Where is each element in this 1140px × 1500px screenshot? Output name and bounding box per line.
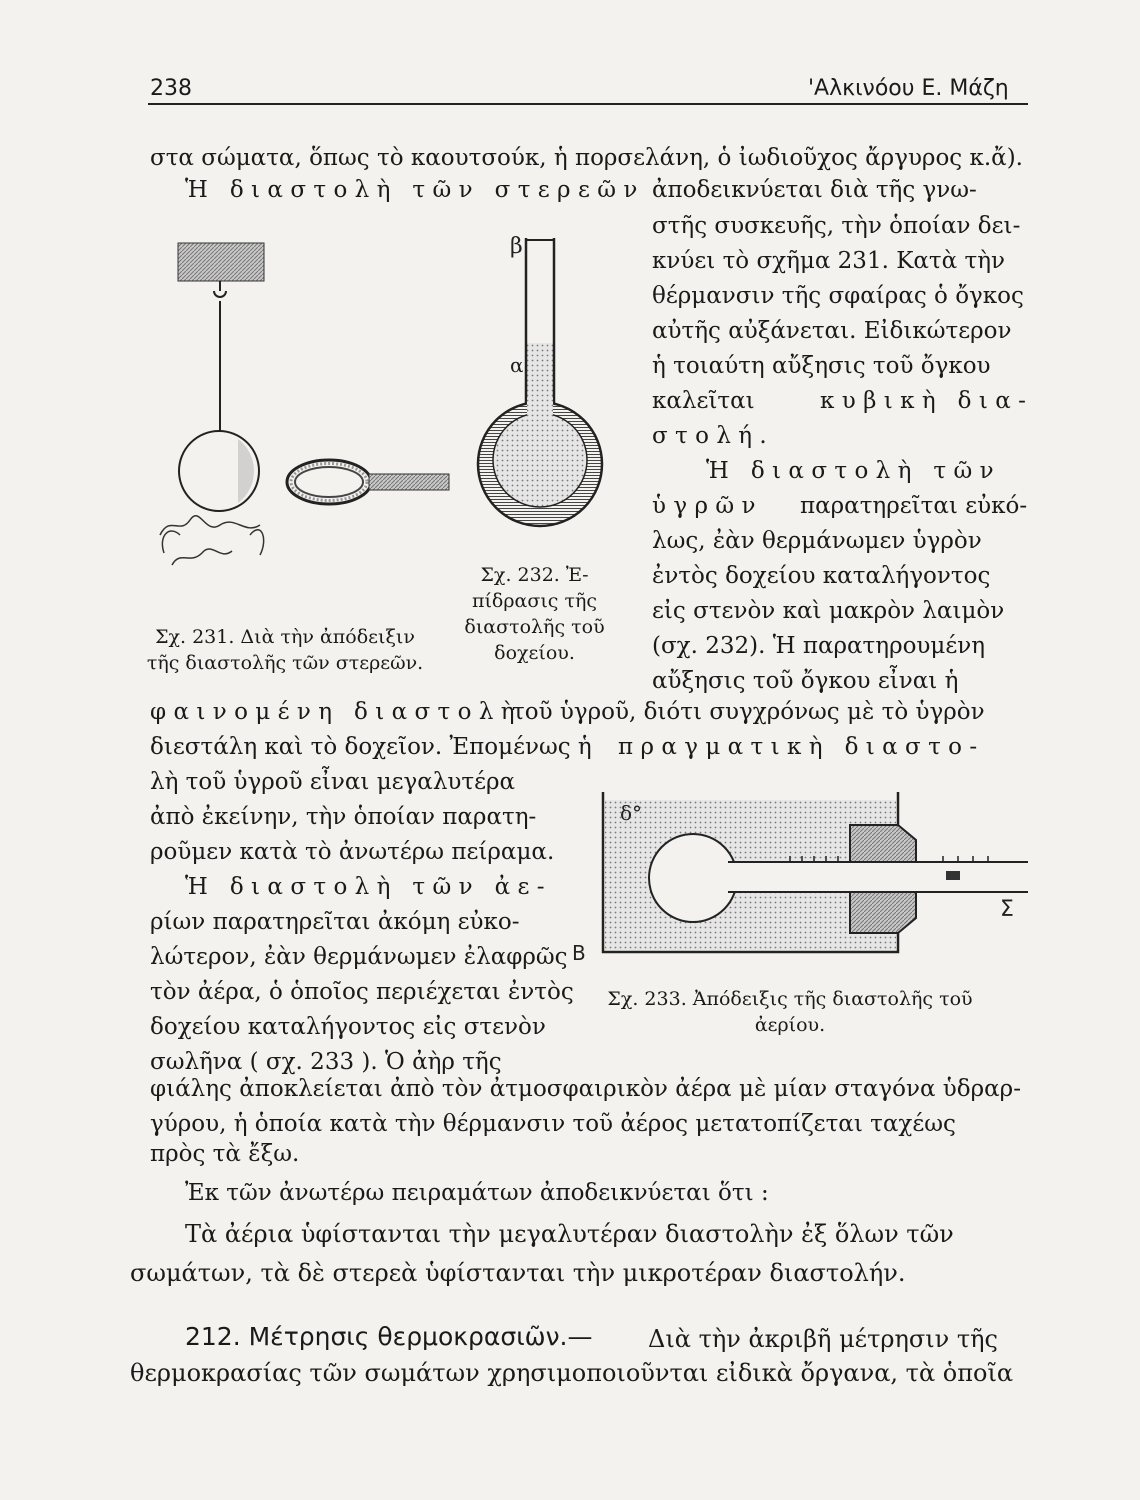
figure-232-caption: Σχ. 232. Ἐ- πίδρασις τῆς διαστολῆς τοῦ δοχείου. <box>464 564 605 664</box>
text-line: δοχείου καταλήγοντος εἰς στενὸν <box>150 1014 546 1040</box>
figure-233-label-delta: δ° <box>620 801 643 825</box>
text-line: ἡ τοιαύτη αὔξησις τοῦ ὄγκου <box>652 353 991 379</box>
header-rule <box>148 103 1028 105</box>
text-line: στα σώματα, ὅπως τὸ καουτσούκ, ἡ πορσελάνη, ὁ ἰωδιοῦχος ἄργυρος κ.ἄ). <box>150 145 1023 171</box>
figure-233-label-b: Β <box>572 941 586 965</box>
ring-drawing <box>283 452 453 517</box>
figure-233-caption: Σχ. 233. Ἀπόδειξις τῆς διαστολῆς τοῦ ἀερίου. <box>607 988 973 1036</box>
text-line: ρίων παρατηρεῖται ἀκόμη εὐκο- <box>150 909 520 935</box>
text-line: ἀπὸ ἐκείνην, τὴν ὁποίαν παρατη- <box>150 804 537 830</box>
figure-231-drawing <box>150 235 320 590</box>
text-line: Ἐκ τῶν ἀνωτέρω πειραμάτων ἀποδεικνύεται ὅτι : <box>185 1180 769 1206</box>
figure-233-drawing <box>568 780 1028 965</box>
figure-232-label-alpha: α <box>510 353 524 377</box>
figure-232-label-beta: β <box>510 234 523 259</box>
text-line: Διὰ τὴν ἀκριβῆ μέτρησιν τῆς <box>648 1325 998 1353</box>
text-line: λώτερον, ἐὰν θερμάνωμεν ἐλαφρῶς <box>150 944 568 970</box>
emphasis-term: κυβικὴ δια- <box>820 388 1034 414</box>
text-line: λὴ τοῦ ὑγροῦ εἶναι μεγαλυτέρα <box>150 769 516 795</box>
text-line: παρατηρεῖται εὐκό- <box>800 493 1028 519</box>
section-heading: 212. Μέτρησις θερμοκρασιῶν.— <box>185 1322 593 1351</box>
emphasis-term: ὑγρῶν <box>652 493 763 519</box>
running-title: 'Αλκινόου Ε. Μάζη <box>808 76 1009 101</box>
text-line: αὔξησις τοῦ ὄγκου εἶναι ἡ <box>652 668 959 694</box>
text-line: στῆς συσκευῆς, τὴν ὁποίαν δει- <box>652 213 1021 239</box>
text-line: εἰς στενὸν καὶ μακρὸν λαιμὸν <box>652 598 1005 624</box>
text-line: λως, ἐὰν θερμάνωμεν ὑγρὸν <box>652 528 982 554</box>
text-line: κνύει τὸ σχῆμα 231. Κατὰ τὴν <box>652 248 1005 274</box>
text-line: θερμοκρασίας τῶν σωμάτων χρησιμοποιοῦνται εἰδικὰ ὄργανα, τὰ ὁποῖα <box>130 1359 1014 1387</box>
emphasis-term: Ἡ διαστολὴ τῶν <box>706 458 1001 484</box>
figure-233-label-sigma: Σ <box>1000 897 1014 922</box>
figure-231-caption: Σχ. 231. Διὰ τὴν ἀπόδειξιν τῆς διαστολῆς τῶν στερεῶν. <box>146 626 424 674</box>
text-line: αὐτῆς αὐξάνεται. Εἰδικώτερον <box>652 318 1012 344</box>
text-line: ἐντὸς δοχείου καταλήγοντος <box>652 563 991 589</box>
text-line: τὸν ἀέρα, ὁ ὁποῖος περιέχεται ἐντὸς <box>150 979 574 1005</box>
emphasis-term: Ἡ διαστολὴ τῶν στερεῶν <box>185 177 645 203</box>
text-line: γύρου, ἡ ὁποία κατὰ τὴν θέρμανσιν τοῦ ἀέρος μετατοπίζεται ταχέως <box>150 1111 956 1137</box>
emphasis-term: στολή. <box>652 423 775 449</box>
text-line: διεστάλη καὶ τὸ δοχεῖον. Ἐπομένως ἡ <box>150 734 592 760</box>
text-line: τοῦ ὑγροῦ, διότι συγχρόνως μὲ τὸ ὑγρὸν <box>512 699 985 725</box>
page-number: 238 <box>150 76 192 101</box>
conclusion-line: σωμάτων, τὰ δὲ στερεὰ ὑφίστανται τὴν μικροτέραν διαστολήν. <box>130 1259 906 1287</box>
text-line: φιάλης ἀποκλείεται ἀπὸ τὸν ἀτμοσφαιρικὸν ἀέρα μὲ μίαν σταγόνα ὑδραρ- <box>150 1076 1021 1102</box>
text-line: (σχ. 232). Ἡ παρατηρουμένη <box>652 633 986 659</box>
text-line: θέρμανσιν τῆς σφαίρας ὁ ὄγκος <box>652 283 1024 309</box>
conclusion-line: Τὰ ἀέρια ὑφίστανται τὴν μεγαλυτέραν διαστολὴν ἐξ ὅλων τῶν <box>185 1220 954 1248</box>
emphasis-term: Ἡ διαστολὴ τῶν ἀε- <box>185 874 552 900</box>
text-line: ἀποδεικνύεται διὰ τῆς γνω- <box>652 177 977 203</box>
text-line: σωλῆνα ( σχ. 233 ). Ὁ ἀὴρ τῆς <box>150 1049 502 1075</box>
emphasis-term: πραγματικὴ διαστο- <box>618 734 985 760</box>
text-line: πρὸς τὰ ἔξω. <box>150 1141 300 1167</box>
figure-232-drawing <box>470 228 620 528</box>
emphasis-term: φαινομένη διαστολὴ <box>150 699 522 725</box>
text-line: ροῦμεν κατὰ τὸ ἀνωτέρω πείραμα. <box>150 839 555 865</box>
text-line: καλεῖται <box>652 388 755 414</box>
